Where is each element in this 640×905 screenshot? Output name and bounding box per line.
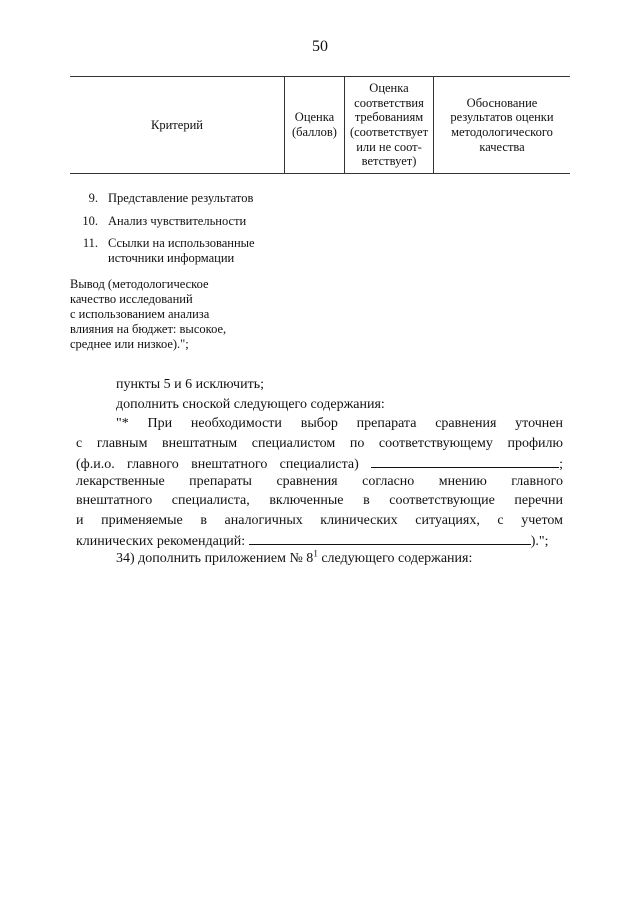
footnote-line: "* При необходимости выбор препарата сравнения уточнен <box>116 416 563 431</box>
header-criterion: Критерий <box>151 117 203 132</box>
header-compliance: Оценка соответствия требованиям (соответствует или не соот- ветствует) <box>349 81 429 169</box>
blank-line <box>371 453 559 468</box>
header-compliance-cell <box>344 77 433 173</box>
header-score: Оценка (баллов) <box>292 110 337 139</box>
appendix-superscript: 1 <box>313 548 318 559</box>
footnote-line: и применяемые в аналогичных клинических ситуациях, с учетом <box>76 513 563 528</box>
appendix-paragraph: 34) дополнить приложением № $8^1$ следующего содержания: <box>116 548 473 566</box>
header-justification-cell <box>433 77 570 173</box>
criterion-text: Ссылки на использованные источники информации <box>108 236 255 265</box>
header-criterion-cell <box>70 77 284 173</box>
footnote-line: лекарственные препараты сравнения согласно мнению главного <box>76 474 563 489</box>
criterion-text: Анализ чувствительности <box>108 214 247 228</box>
blank-line <box>249 530 531 545</box>
criterion-number: 9. <box>88 191 98 205</box>
page-number: 50 <box>312 38 328 55</box>
footnote-line: (ф.и.о. главного внештатного специалиста) ; <box>76 453 563 475</box>
exclude-items-paragraph: пункты 5 и 6 исключить; <box>116 377 264 392</box>
criterion-number: 11. <box>82 236 98 250</box>
header-score-cell <box>284 77 344 173</box>
table-header <box>70 76 570 174</box>
footnote-line: клинических рекомендаций: )."; <box>76 530 548 552</box>
header-justification: Обоснование результатов оценки методологического качества <box>450 95 554 154</box>
conclusion-text: Вывод (методологическое качество исследований с использованием анализа влияния на бюджет: высокое, среднее или низкое)."; <box>70 277 227 351</box>
add-footnote-paragraph: дополнить сноской следующего содержания: <box>116 397 385 412</box>
footnote-marker: "* <box>116 416 129 431</box>
criterion-number: 10. <box>82 214 98 228</box>
footnote-line: с главным внештатным специалистом по соответствующему профилю <box>76 436 563 451</box>
criterion-text: Представление результатов <box>108 191 254 205</box>
footnote-line: внештатного специалиста, включенные в соответствующие перечни <box>76 493 563 508</box>
